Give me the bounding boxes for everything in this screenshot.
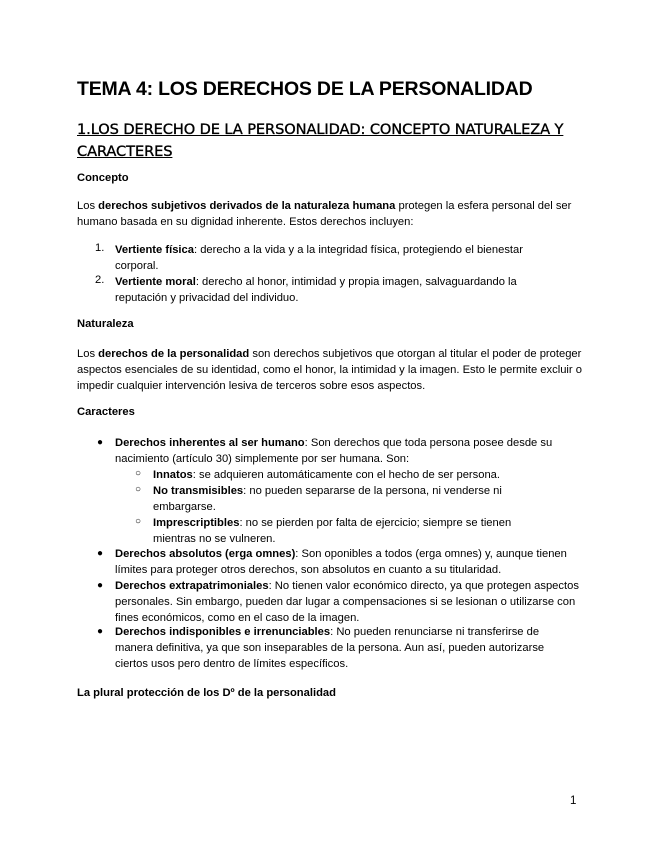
concepto-intro-post: protegen la esfera personal del ser humano basada en su dignidad inherente. Estos derechos incluyen: (77, 200, 572, 228)
bullet-icon: ● (97, 626, 104, 637)
naturaleza-heading: Naturaleza (77, 318, 134, 330)
list-item (115, 546, 580, 578)
list-item-text: : No tienen valor económico directo, ya que protegen aspectos personales. Sin embargo, pueden dar lugar a compensaciones si se lesionan o utilizarse con fines económicos, como en el caso de la imagen. (115, 580, 579, 624)
sub-list-item-text: : no se pierden por falta de ejercicio; siempre se tienen mientras no se vulneren. (153, 517, 512, 545)
bullet-icon: ● (97, 548, 104, 559)
page-number: 1 (570, 795, 577, 807)
plural-heading: La plural protección de los Dº de la personalidad (77, 687, 336, 699)
list-item-text: : Son oponibles a todos (erga omnes) y, aunque tienen límites para proteger otros derechos, son absolutos en cuanto a su titularidad. (115, 548, 567, 576)
sub-list-item-text: : se adquieren automáticamente con el hecho de ser persona. (192, 469, 501, 481)
caracteres-heading: Caracteres (77, 406, 135, 418)
list-item-bold: Derechos extrapatrimoniales (115, 580, 269, 592)
circle-bullet-icon: ○ (135, 484, 142, 495)
naturaleza-paragraph (77, 346, 582, 394)
list-item-text: : derecho a la vida y a la integridad física, protegiendo el bienestar corporal. (115, 244, 523, 272)
concepto-intro-bold: derechos subjetivos derivados de la naturaleza humana (98, 200, 396, 212)
list-number: 1. (95, 242, 105, 254)
list-item-bold: Derechos inherentes al ser humano (115, 437, 305, 449)
list-item (115, 578, 580, 626)
list-item (115, 274, 555, 306)
sub-list-item (153, 467, 563, 483)
list-item-text: : derecho al honor, intimidad y propia imagen, salvaguardando la reputación y privacidad del individuo. (115, 276, 517, 304)
naturaleza-bold: derechos de la personalidad (98, 348, 250, 360)
concepto-paragraph (77, 198, 582, 230)
circle-bullet-icon: ○ (135, 516, 142, 527)
list-item-text: : No pueden renunciarse ni transferirse de manera definitiva, ya que son inseparables de la persona. Aun así, pueden autorizarse ciertos usos pero dentro de límites específicos. (115, 626, 545, 670)
naturaleza-post: son derechos subjetivos que otorgan al titular el poder de proteger aspectos esenciales de su identidad, como el honor, la intimidad y la imagen. Esto le permite excluir o impedir cualquier intervención lesiva de terceros sobre esos aspectos. (77, 348, 582, 392)
sub-list-item-bold: Imprescriptibles (153, 517, 240, 529)
page-title: TEMA 4: LOS DERECHOS DE LA PERSONALIDAD (77, 78, 533, 100)
section-heading: 1.LOS DERECHO DE LA PERSONALIDAD: CONCEPTO NATURALEZA Y CARACTERES (77, 121, 564, 160)
bullet-icon: ● (97, 580, 104, 591)
sub-list-item-bold: Innatos (153, 469, 193, 481)
bullet-icon: ● (97, 437, 104, 448)
naturaleza-pre: Los (77, 348, 99, 360)
concepto-heading: Concepto (77, 172, 129, 184)
list-item-bold: Derechos absolutos (erga omnes) (115, 548, 296, 560)
list-item (115, 435, 580, 467)
list-item (115, 242, 555, 274)
list-item-text: : Son derechos que toda persona posee desde su nacimiento (artículo 30) simplemente por ser humana. Son: (115, 437, 553, 465)
list-item-bold: Derechos indisponibles e irrenunciables (115, 626, 331, 638)
sub-list-item-bold: No transmisibles (153, 485, 244, 497)
sub-list-item-text: : no pueden separarse de la persona, ni venderse ni embargarse. (153, 485, 502, 513)
list-number: 2. (95, 274, 105, 286)
sub-list-item (153, 515, 553, 547)
concepto-intro-pre: Los (77, 200, 99, 212)
list-item-bold: Vertiente moral (115, 276, 196, 288)
list-item-bold: Vertiente física (115, 244, 194, 256)
circle-bullet-icon: ○ (135, 468, 142, 479)
list-item (115, 624, 580, 672)
sub-list-item (153, 483, 538, 515)
